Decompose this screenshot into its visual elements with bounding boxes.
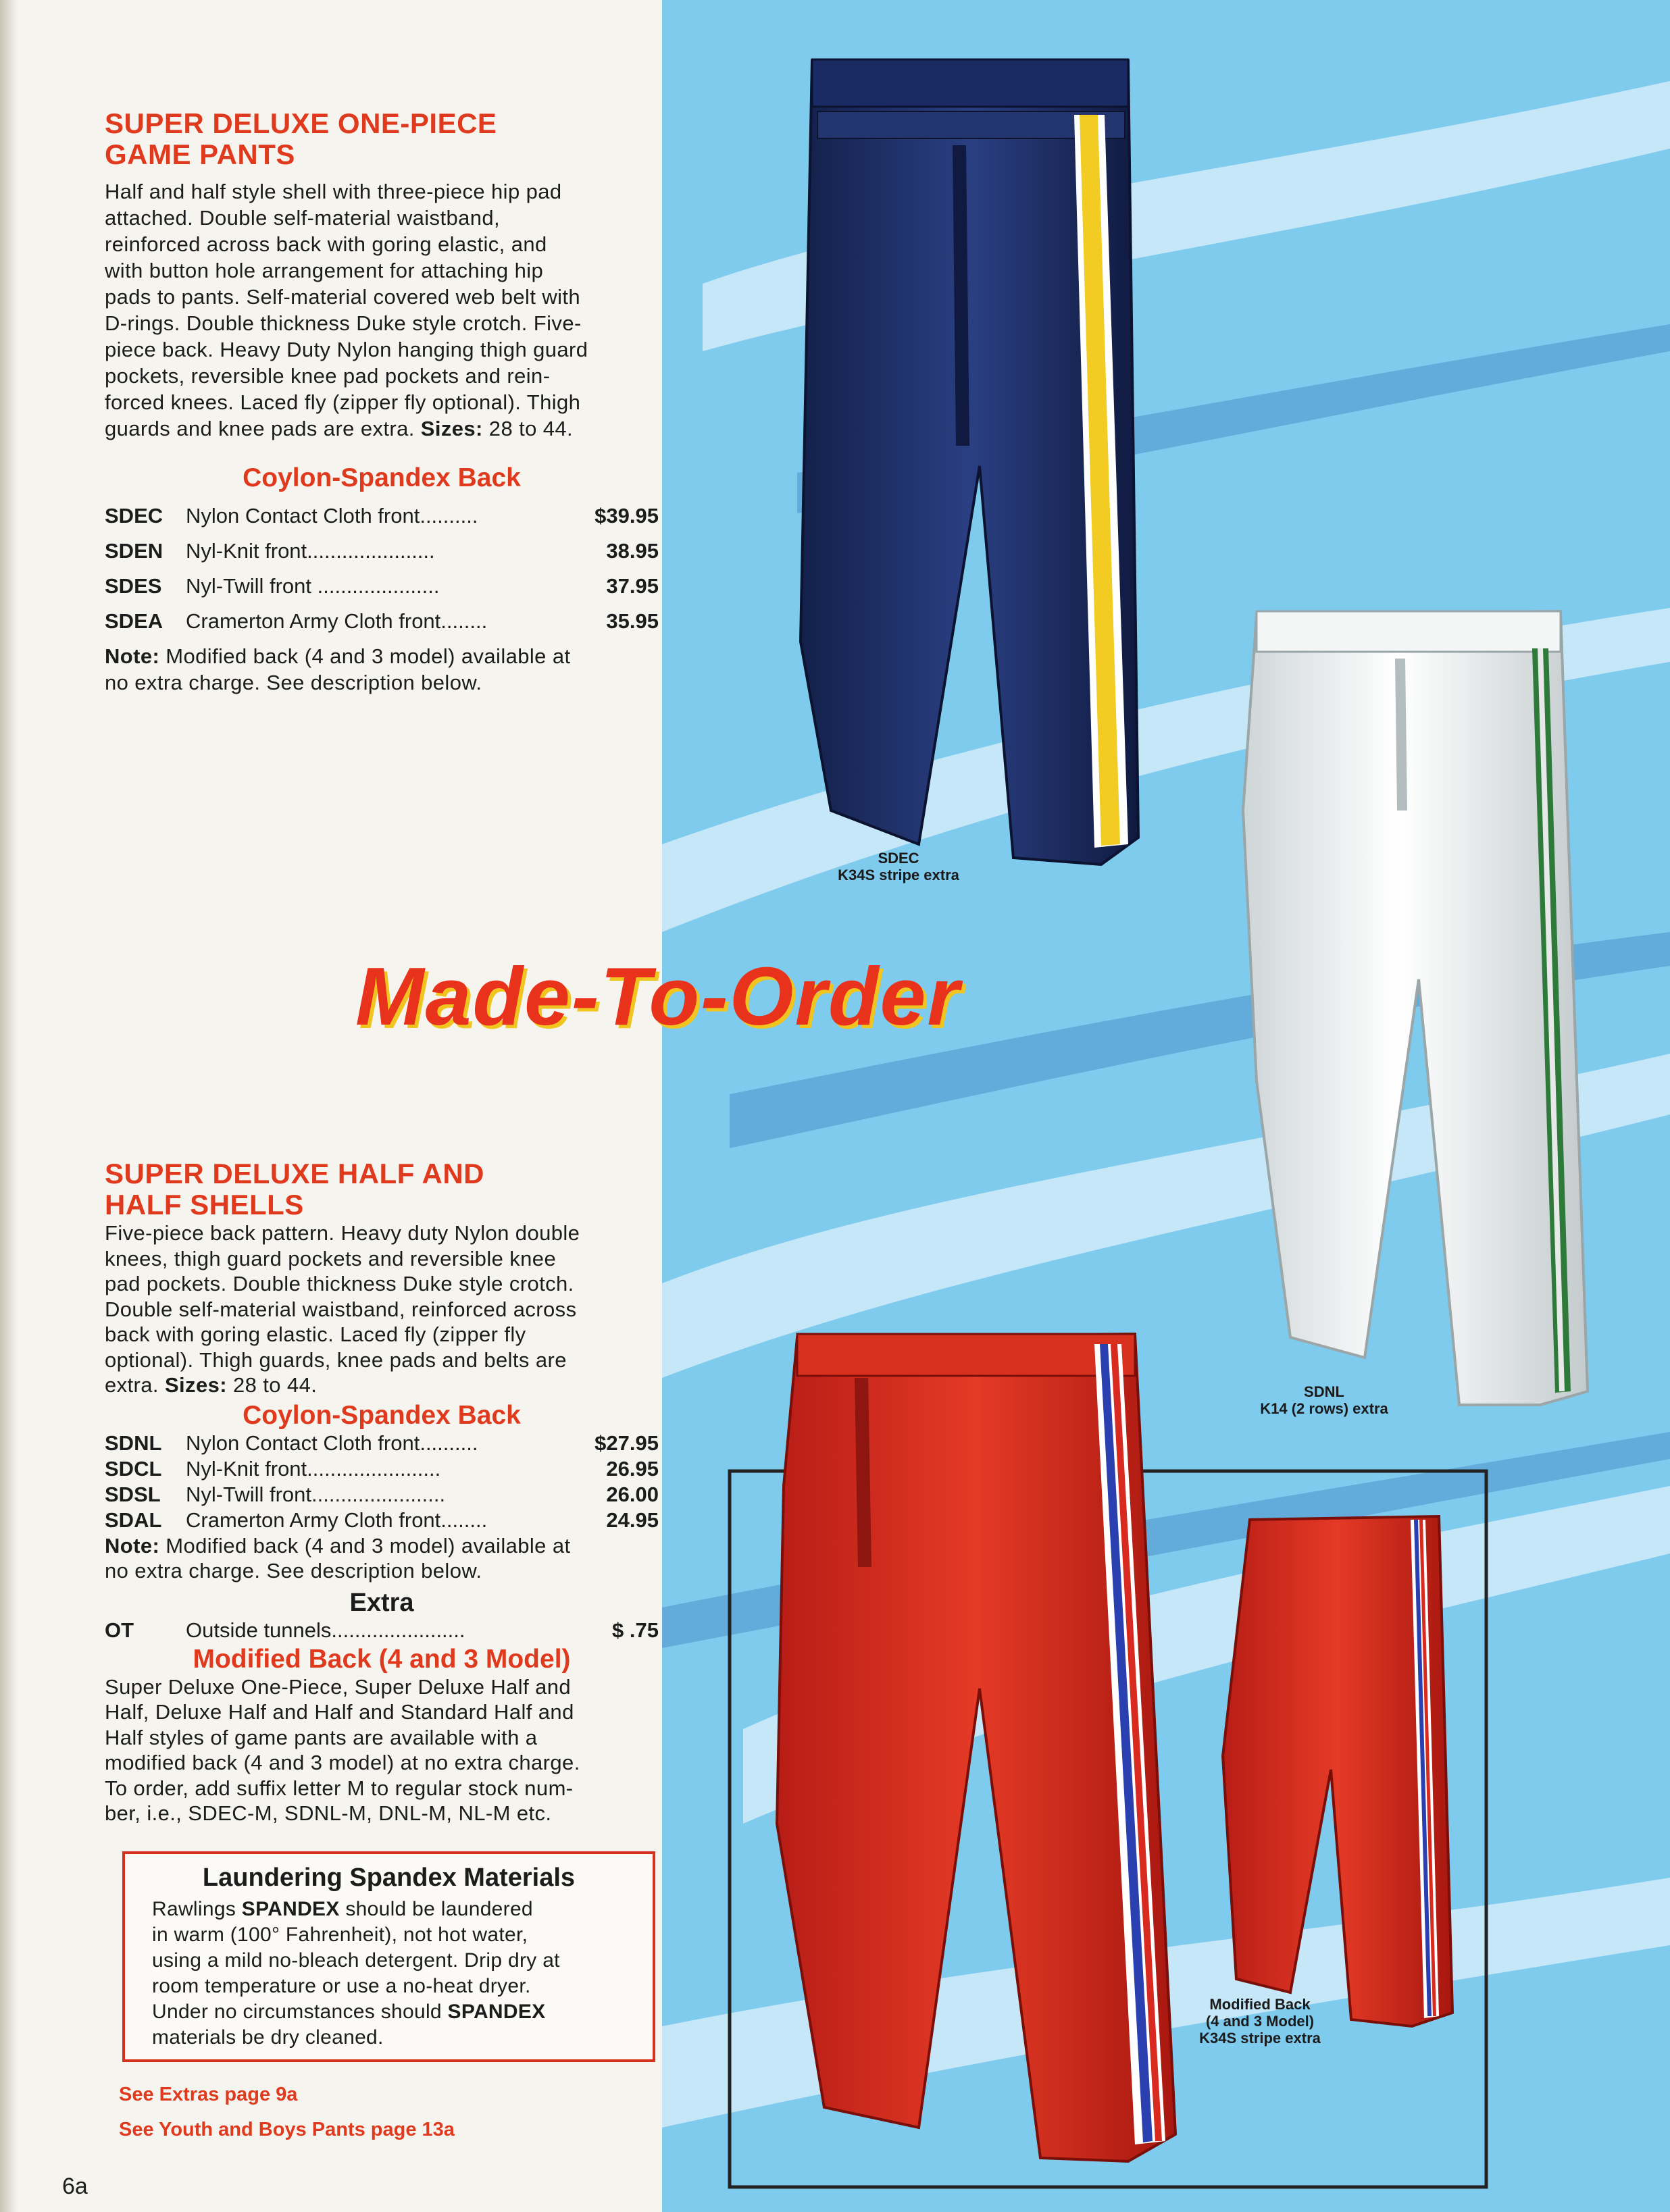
price-row: SDSL Nyl-Twill front....................... 26.00	[105, 1482, 659, 1506]
section1-description: Half and half style shell with three-piece hip pad attached. Double self-material waistband, reinforced across back with goring elastic, and with button hole arrangement for attaching hip pads to pants. Self-material covered web belt with D-rings. Double thickness Duke style crotch. Five- piece back. Heavy Duty Nylon hanging thigh guard pockets, reversible knee pad pockets and rein- forced knees. Laced fly (zipper fly optional). Thigh guards and knee pads are extra. Sizes: 28 to 44.	[105, 180, 588, 440]
section-half-shells	[105, 1158, 659, 1826]
extra-price-row: OT Outside tunnels....................... $ .75	[105, 1618, 659, 1642]
section-one-piece	[105, 108, 659, 696]
section1-title: SUPER DELUXE ONE-PIECE GAME PANTS	[105, 107, 497, 170]
illustration-panel	[662, 0, 1670, 2212]
page-number: 6a	[62, 2174, 88, 2199]
price-row: SDAL Cramerton Army Cloth front........ 24.95	[105, 1508, 659, 1532]
see-youth-pants-link[interactable]: See Youth and Boys Pants page 13a	[119, 2119, 455, 2140]
laundering-title: Laundering Spandex Materials	[202, 1863, 576, 1892]
binding-shadow	[0, 0, 18, 2212]
extra-heading: Extra	[349, 1588, 414, 1617]
made-to-order-headline: Made-To-Order	[355, 950, 961, 1042]
price-row: SDES Nyl-Twill front ..................... 37.95	[105, 574, 659, 598]
section2-price-list	[105, 1431, 659, 1533]
price-row: SDEA Cramerton Army Cloth front........ 35.95	[105, 609, 659, 633]
modified-back-heading: Modified Back (4 and 3 Model)	[193, 1644, 571, 1674]
section1-note: Note: Modified back (4 and 3 model) available at no extra charge. See description below.	[105, 644, 571, 694]
price-row: SDEN Nyl-Knit front...................... 38.95	[105, 539, 659, 563]
section2-subhead: Coylon-Spandex Back	[243, 1400, 521, 1430]
section2-note: Note: Modified back (4 and 3 model) available at no extra charge. See description below.	[105, 1533, 571, 1583]
laundering-box	[122, 1851, 655, 2062]
caption-sdec: SDEC K34S stripe extra	[838, 850, 959, 883]
section2-description: Five-piece back pattern. Heavy duty Nylon double knees, thigh guard pockets and reversible knee pad pockets. Double thickness Duke style crotch. Double self-material waistband, reinforced across back with goring elastic. Laced fly (zipper fly optional). Thigh guards, knee pads and belts are extra. Sizes: 28 to 44.	[105, 1221, 580, 1397]
caption-modified-back: Modified Back (4 and 3 Model) K34S stripe extra	[1199, 1996, 1321, 2047]
price-row: SDCL Nyl-Knit front....................... 26.95	[105, 1456, 659, 1481]
section2-title: SUPER DELUXE HALF AND HALF SHELLS	[105, 1158, 484, 1220]
laundering-body: Rawlings SPANDEX should be laundered in warm (100° Fahrenheit), not hot water, using a mild no-bleach detergent. Drip dry at room temperature or use a no-heat dryer. Under no circumstances should SPANDEX materials be dry cleaned.	[152, 1898, 560, 2049]
caption-sdnl: SDNL K14 (2 rows) extra	[1260, 1383, 1388, 1417]
see-extras-link[interactable]: See Extras page 9a	[119, 2084, 298, 2105]
modified-back-description: Super Deluxe One-Piece, Super Deluxe Half and Half, Deluxe Half and Half and Standard Half and Half styles of game pants are available with a modified back (4 and 3 model) at no extra charge. To order, add suffix letter M to regular stock num- ber, i.e., SDEC-M, SDNL-M, DNL-M, NL-M etc.	[105, 1674, 580, 1825]
price-row: SDNL Nylon Contact Cloth front.......... $27.95	[105, 1431, 659, 1455]
section1-subhead: Coylon-Spandex Back	[243, 463, 521, 492]
section1-price-list	[105, 498, 659, 639]
price-row: SDEC Nylon Contact Cloth front.......... $39.95	[105, 504, 659, 528]
